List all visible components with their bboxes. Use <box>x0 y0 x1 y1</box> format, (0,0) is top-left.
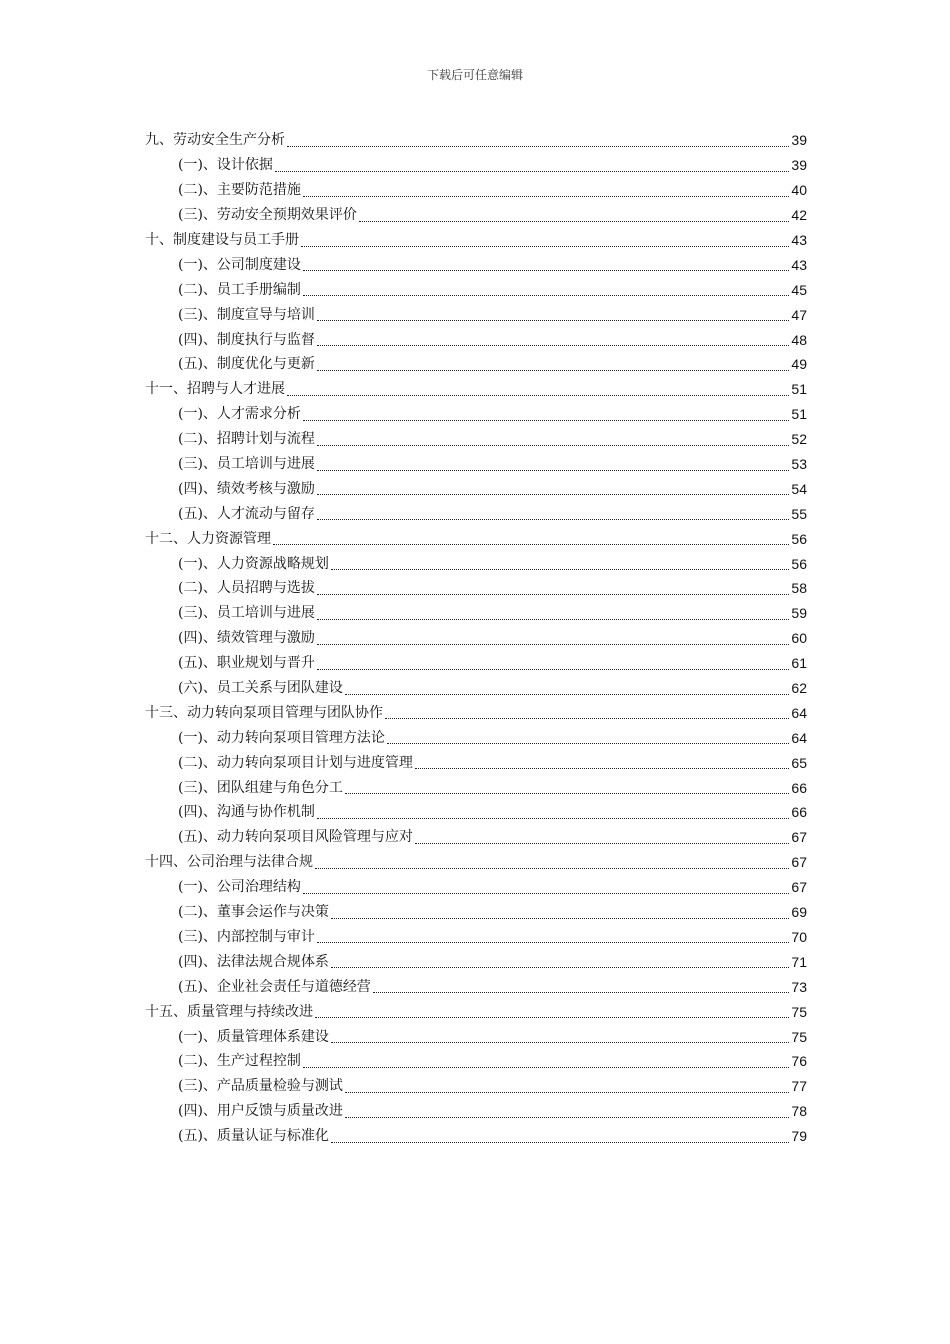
toc-section-entry[interactable] <box>145 277 807 302</box>
toc-entry-page-number: 64 <box>791 704 807 721</box>
toc-entry-page-number: 66 <box>791 804 807 821</box>
toc-section-entry[interactable] <box>145 875 807 900</box>
toc-dot-leader <box>387 729 789 744</box>
toc-entry-title: (一)、公司治理结构 <box>178 879 301 896</box>
toc-entry-title: (四)、沟通与协作机制 <box>178 804 315 821</box>
toc-dot-leader <box>303 879 789 894</box>
toc-dot-leader <box>317 356 789 371</box>
toc-section-entry[interactable] <box>145 601 807 626</box>
toc-entry-title: (三)、劳动安全预期效果评价 <box>178 207 357 224</box>
toc-entry-title: 十、制度建设与员工手册 <box>145 232 299 248</box>
toc-entry-page-number: 49 <box>791 356 807 373</box>
toc-entry-page-number: 43 <box>791 256 807 273</box>
toc-entry-title: (二)、主要防范措施 <box>178 182 301 199</box>
toc-section-entry[interactable] <box>145 153 807 178</box>
toc-entry-title: (二)、招聘计划与流程 <box>178 431 315 448</box>
toc-entry-page-number: 45 <box>791 281 807 298</box>
toc-entry-title: (五)、人才流动与留存 <box>178 505 315 522</box>
toc-entry-page-number: 75 <box>791 1003 807 1020</box>
toc-entry-title: (二)、董事会运作与决策 <box>178 904 329 921</box>
toc-entry-title: (四)、制度执行与监督 <box>178 331 315 348</box>
toc-chapter-entry[interactable] <box>145 377 807 402</box>
toc-entry-page-number: 77 <box>791 1078 807 1095</box>
toc-dot-leader <box>331 1128 789 1143</box>
toc-entry-page-number: 43 <box>791 232 807 248</box>
toc-entry-page-number: 52 <box>791 431 807 448</box>
toc-entry-title: (四)、法律法规合规体系 <box>178 953 329 970</box>
toc-entry-page-number: 47 <box>791 306 807 323</box>
toc-section-entry[interactable] <box>145 1124 807 1149</box>
toc-section-entry[interactable] <box>145 949 807 974</box>
toc-chapter-entry[interactable] <box>145 526 807 551</box>
toc-entry-title: (四)、绩效管理与激励 <box>178 630 315 647</box>
toc-entry-title: (五)、企业社会责任与道德经营 <box>178 978 371 995</box>
toc-entry-title: (一)、设计依据 <box>178 157 273 174</box>
toc-dot-leader <box>317 331 789 346</box>
toc-chapter-entry[interactable] <box>145 999 807 1024</box>
toc-section-entry[interactable] <box>145 725 807 750</box>
toc-entry-title: 九、劳动安全生产分析 <box>145 132 285 149</box>
toc-entry-page-number: 62 <box>791 680 807 697</box>
toc-dot-leader <box>317 605 789 620</box>
toc-section-entry[interactable] <box>145 1024 807 1049</box>
toc-section-entry[interactable] <box>145 974 807 999</box>
toc-section-entry[interactable] <box>145 775 807 800</box>
toc-dot-leader <box>359 207 789 222</box>
toc-entry-page-number: 53 <box>791 456 807 473</box>
toc-section-entry[interactable] <box>145 476 807 501</box>
toc-dot-leader <box>385 704 789 719</box>
toc-entry-title: (一)、动力转向泵项目管理方法论 <box>178 729 385 746</box>
toc-entry-title: (一)、质量管理体系建设 <box>178 1028 329 1045</box>
table-of-contents <box>145 128 807 1149</box>
toc-section-entry[interactable] <box>145 302 807 327</box>
toc-entry-page-number: 75 <box>791 1028 807 1045</box>
toc-entry-page-number: 51 <box>791 406 807 423</box>
toc-dot-leader <box>345 1078 789 1093</box>
toc-entry-title: (六)、员工关系与团队建设 <box>178 680 343 697</box>
toc-dot-leader <box>317 655 789 670</box>
toc-entry-title: (五)、动力转向泵项目风险管理与应对 <box>178 829 413 846</box>
toc-dot-leader <box>303 256 789 271</box>
toc-dot-leader <box>317 480 789 495</box>
toc-entry-page-number: 60 <box>791 630 807 647</box>
toc-dot-leader <box>331 1028 789 1043</box>
toc-entry-page-number: 64 <box>791 729 807 746</box>
toc-chapter-entry[interactable] <box>145 700 807 725</box>
toc-entry-page-number: 55 <box>791 505 807 522</box>
toc-section-entry[interactable] <box>145 551 807 576</box>
toc-dot-leader <box>331 953 789 968</box>
toc-chapter-entry[interactable] <box>145 850 807 875</box>
toc-section-entry[interactable] <box>145 825 807 850</box>
toc-section-entry[interactable] <box>145 900 807 925</box>
toc-dot-leader <box>273 530 789 545</box>
toc-section-entry[interactable] <box>145 576 807 601</box>
toc-entry-title: (五)、制度优化与更新 <box>178 356 315 373</box>
toc-entry-page-number: 51 <box>791 381 807 398</box>
toc-dot-leader <box>415 829 789 844</box>
toc-entry-page-number: 48 <box>791 331 807 348</box>
toc-section-entry[interactable] <box>145 1049 807 1074</box>
toc-entry-page-number: 42 <box>791 207 807 224</box>
toc-entry-title: (五)、质量认证与标准化 <box>178 1128 329 1145</box>
toc-dot-leader <box>303 1053 789 1068</box>
toc-section-entry[interactable] <box>145 925 807 950</box>
toc-entry-title: (三)、员工培训与进展 <box>178 456 315 473</box>
toc-entry-page-number: 78 <box>791 1103 807 1120</box>
toc-section-entry[interactable] <box>145 626 807 651</box>
toc-dot-leader <box>373 978 789 993</box>
toc-dot-leader <box>315 854 789 869</box>
toc-dot-leader <box>317 928 789 943</box>
toc-entry-page-number: 67 <box>791 879 807 896</box>
toc-dot-leader <box>303 281 789 296</box>
toc-dot-leader <box>317 505 789 520</box>
toc-entry-title: (四)、用户反馈与质量改进 <box>178 1103 343 1120</box>
toc-entry-page-number: 61 <box>791 655 807 672</box>
toc-dot-leader <box>345 779 789 794</box>
toc-entry-page-number: 56 <box>791 530 807 547</box>
toc-dot-leader <box>287 381 789 396</box>
toc-section-entry[interactable] <box>145 402 807 427</box>
toc-dot-leader <box>317 456 789 471</box>
toc-section-entry[interactable] <box>145 203 807 228</box>
toc-entry-title: (三)、员工培训与进展 <box>178 605 315 622</box>
toc-entry-title: (五)、职业规划与晋升 <box>178 655 315 672</box>
toc-entry-title: (一)、公司制度建设 <box>178 256 301 273</box>
toc-entry-page-number: 67 <box>791 854 807 871</box>
toc-dot-leader <box>345 680 789 695</box>
toc-section-entry[interactable] <box>145 651 807 676</box>
toc-entry-title: (二)、生产过程控制 <box>178 1053 301 1070</box>
toc-entry-page-number: 70 <box>791 928 807 945</box>
toc-section-entry[interactable] <box>145 327 807 352</box>
toc-entry-title: 十二、人力资源管理 <box>145 530 271 547</box>
toc-entry-page-number: 69 <box>791 904 807 921</box>
toc-dot-leader <box>317 306 789 321</box>
toc-entry-title: 十一、招聘与人才进展 <box>145 381 285 398</box>
toc-dot-leader <box>317 804 789 819</box>
toc-entry-page-number: 54 <box>791 480 807 497</box>
toc-dot-leader <box>303 406 789 421</box>
toc-entry-title: (三)、制度宣导与培训 <box>178 306 315 323</box>
toc-dot-leader <box>415 754 789 769</box>
toc-entry-page-number: 76 <box>791 1053 807 1070</box>
toc-section-entry[interactable] <box>145 427 807 452</box>
toc-entry-page-number: 79 <box>791 1128 807 1145</box>
toc-entry-title: (三)、团队组建与角色分工 <box>178 779 343 796</box>
toc-section-entry[interactable] <box>145 452 807 477</box>
toc-section-entry[interactable] <box>145 676 807 701</box>
toc-entry-page-number: 56 <box>791 555 807 572</box>
toc-dot-leader <box>303 182 789 197</box>
toc-dot-leader <box>331 555 789 570</box>
toc-entry-title: 十三、动力转向泵项目管理与团队协作 <box>145 704 383 721</box>
toc-dot-leader <box>317 630 789 645</box>
toc-entry-title: (四)、绩效考核与激励 <box>178 480 315 497</box>
toc-entry-page-number: 59 <box>791 605 807 622</box>
toc-entry-title: (三)、产品质量检验与测试 <box>178 1078 343 1095</box>
toc-dot-leader <box>315 1003 789 1018</box>
toc-entry-title: (二)、人员招聘与选拔 <box>178 580 315 597</box>
toc-chapter-entry[interactable] <box>145 128 807 153</box>
toc-section-entry[interactable] <box>145 352 807 377</box>
toc-entry-page-number: 39 <box>791 157 807 174</box>
toc-entry-page-number: 66 <box>791 779 807 796</box>
toc-dot-leader <box>331 904 789 919</box>
toc-dot-leader <box>317 431 789 446</box>
toc-section-entry[interactable] <box>145 501 807 526</box>
toc-entry-title: (三)、内部控制与审计 <box>178 928 315 945</box>
toc-entry-page-number: 73 <box>791 978 807 995</box>
toc-section-entry[interactable] <box>145 750 807 775</box>
toc-entry-title: 十五、质量管理与持续改进 <box>145 1003 313 1020</box>
toc-entry-page-number: 65 <box>791 754 807 771</box>
toc-entry-page-number: 39 <box>791 132 807 149</box>
toc-dot-leader <box>301 232 789 247</box>
toc-chapter-entry[interactable] <box>145 228 807 253</box>
page-header-note: 下载后可任意编辑 <box>426 68 523 82</box>
toc-entry-page-number: 40 <box>791 182 807 199</box>
toc-entry-page-number: 71 <box>791 953 807 970</box>
toc-entry-page-number: 67 <box>791 829 807 846</box>
toc-entry-title: (一)、人力资源战略规划 <box>178 555 329 572</box>
toc-section-entry[interactable] <box>145 1099 807 1124</box>
toc-entry-title: (二)、动力转向泵项目计划与进度管理 <box>178 754 413 771</box>
toc-entry-title: 十四、公司治理与法律合规 <box>145 854 313 871</box>
toc-dot-leader <box>345 1103 789 1118</box>
toc-entry-title: (一)、人才需求分析 <box>178 406 301 423</box>
toc-dot-leader <box>275 157 789 172</box>
toc-entry-page-number: 58 <box>791 580 807 597</box>
toc-section-entry[interactable] <box>145 1074 807 1099</box>
toc-dot-leader <box>317 580 789 595</box>
toc-section-entry[interactable] <box>145 178 807 203</box>
toc-section-entry[interactable] <box>145 252 807 277</box>
toc-dot-leader <box>287 132 789 147</box>
toc-section-entry[interactable] <box>145 800 807 825</box>
toc-entry-title: (二)、员工手册编制 <box>178 281 301 298</box>
